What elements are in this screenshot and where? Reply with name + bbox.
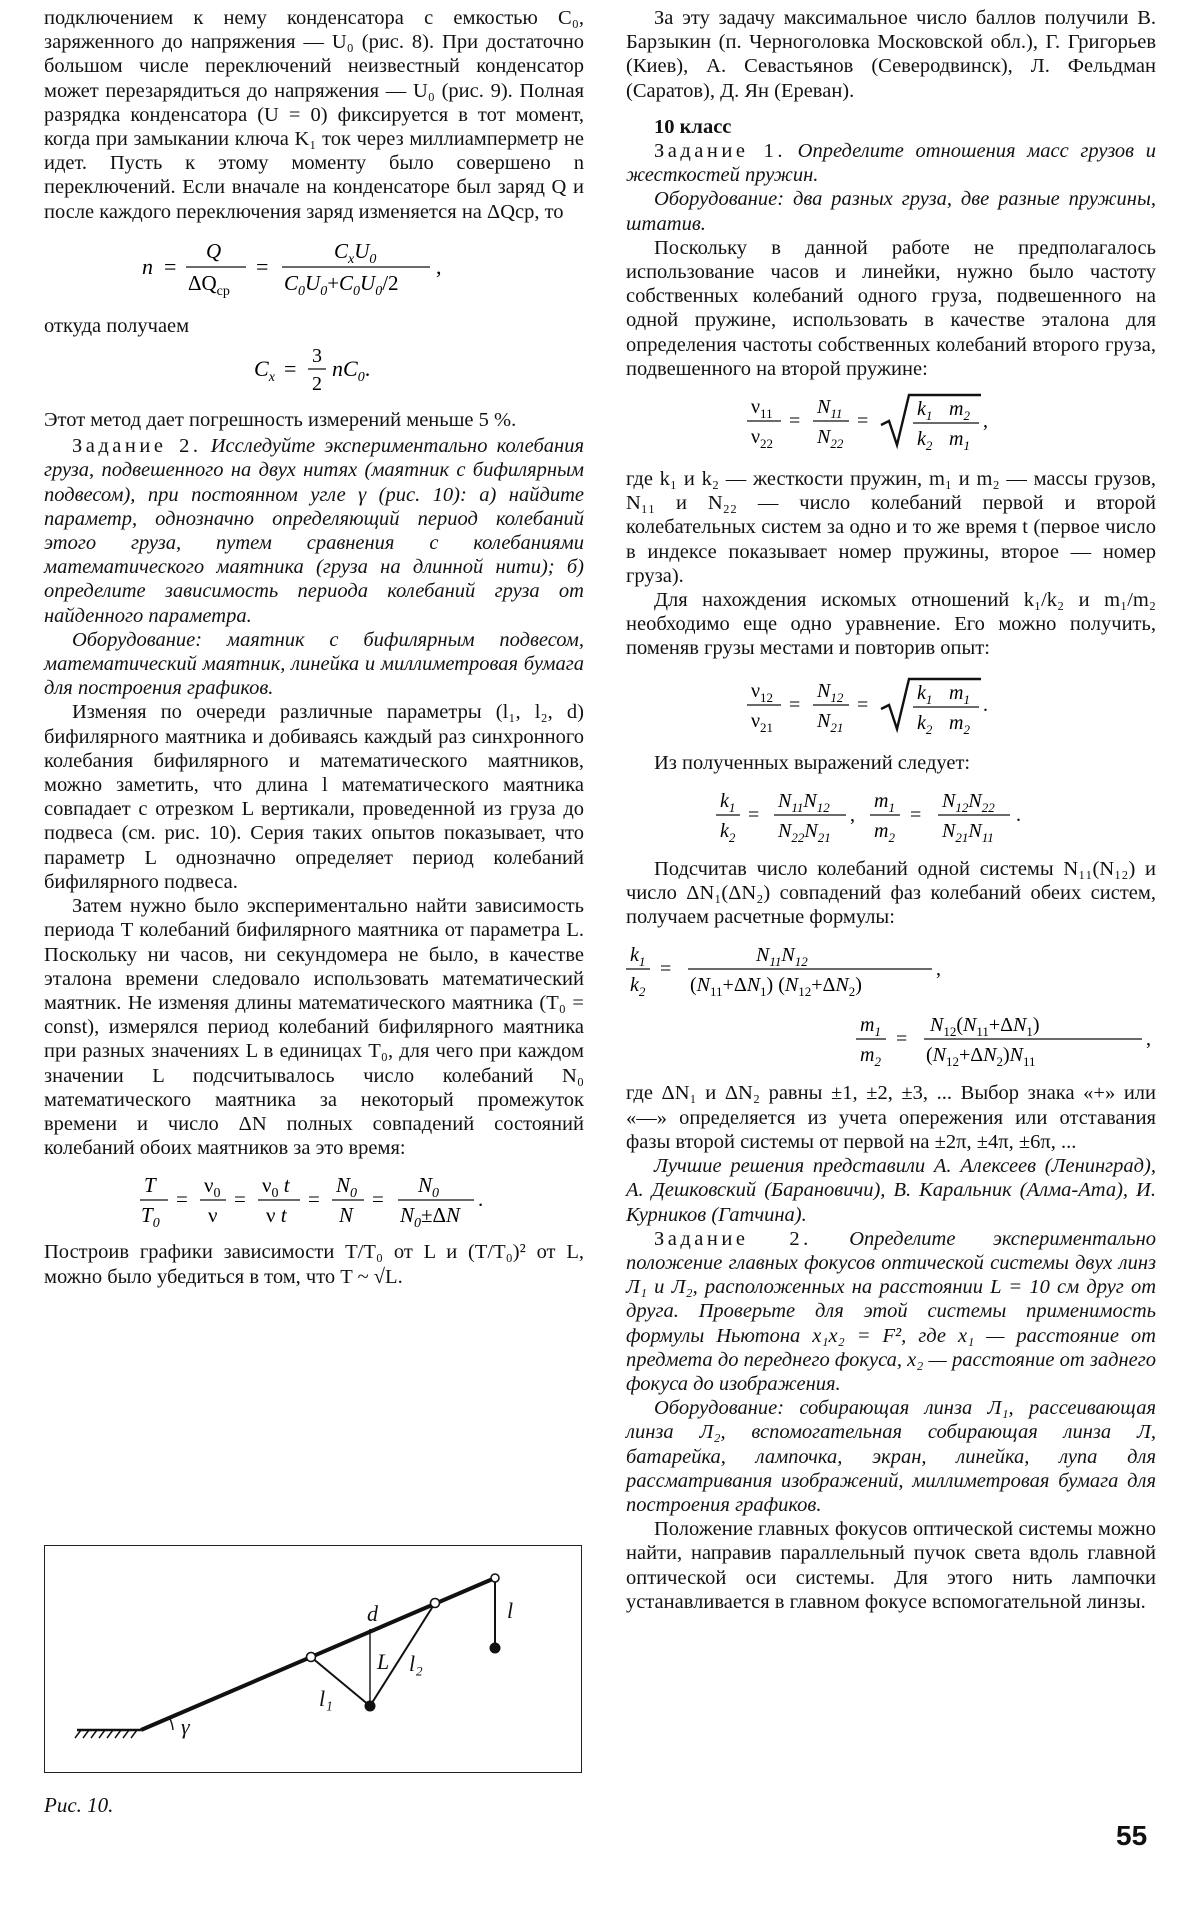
- label-l2: l₂: [409, 1651, 423, 1676]
- left-paragraph-6: Построив графики зависимости T/T₀ от L и (T/T₀)² от L, можно было убедиться в том, что T ~ √L.: [44, 1241, 584, 1288]
- svg-text:ν: ν: [208, 1203, 218, 1228]
- right-equipment-1: Оборудование: два разных груза, две разные пружины, штатив.: [626, 188, 1156, 235]
- svg-text:=: =: [857, 410, 869, 433]
- svg-text:k1: $k_1$: [917, 681, 933, 707]
- svg-text:m1: $m_1$: [860, 1014, 881, 1040]
- right-paragraph-4: Для нахождения искомых отношений k₁/k₂ и m₁/m₂ необходимо еще одно уравнение. Его можно получить, поменяв грузы местами и повторив опыт:: [626, 589, 1156, 660]
- task1-label: Задание 1.: [654, 140, 786, 163]
- svg-text:N12(N11+ΔN1): $N_{12}(N_{11}+\Delta N_1)$: [930, 1014, 1040, 1040]
- label-gamma: γ: [181, 1714, 190, 1739]
- svg-text:N0: $N_0$: [336, 1173, 358, 1202]
- formula-period-svg: [124, 1170, 504, 1230]
- svg-text:N11N12: $N_{11}N_{12}$: [756, 944, 808, 970]
- svg-text:N21N11: $N_{21}N_{11}$: [942, 819, 994, 845]
- svg-text:.: .: [478, 1187, 484, 1212]
- svg-text:2: 2: [312, 373, 322, 396]
- svg-text:m1: $m_1$: [874, 789, 895, 815]
- right-formula-5: [626, 1009, 1156, 1071]
- svg-text:.: .: [1016, 803, 1021, 826]
- right-formula-2: [626, 675, 1156, 741]
- svg-text:nC0.: $nC_0$.: [332, 356, 371, 386]
- task1-text: Определите отношения масс грузов и жесткостей пружин.: [626, 140, 1156, 187]
- right-formula-4: [626, 939, 1156, 999]
- svg-text:,: ,: [436, 253, 442, 279]
- left-column: [44, 6, 584, 1289]
- task2-label: Задание 2.: [72, 435, 202, 458]
- right-task2-text: Определите экспериментально положение главных фокусов оптической системы двух линз Л₁ и Л₂, расположенных на расстоянии L = 10 см друг от друга. Проверьте для этой системы применимость формулы Ньютона x₁x₂ = F², где x₁ — расстояние от предмета до переднего фокуса, x₂ — расстояние от заднего фокуса до изображения.: [626, 1227, 1156, 1395]
- svg-text:,: ,: [983, 410, 988, 433]
- page-number: 55: [1116, 1820, 1148, 1851]
- formula-k-ratio: [626, 939, 966, 997]
- left-paragraph-1: подключением к нему конденсатора с емкостью C₀, заряженного до напряжения — U₀ (рис. 8). При достаточно большом числе переключений неизвестный конденсатор может перезарядиться до напряжения — U₀ (рис. 9). Полная разрядка конденсатора (U = 0) фиксируется в тот момент, когда при замыкании ключа K₁ ток через миллиамперметр не идет. Пусть к этому моменту было совершено n переключений. Если вначале на конденсаторе был заряд Q и после каждого переключения заряд изменяется на ΔQср, то: [44, 7, 584, 223]
- svg-text:ν0: $\nu_0$: [204, 1173, 221, 1202]
- label-L: L: [377, 1649, 390, 1674]
- svg-text:,: ,: [936, 958, 941, 981]
- left-paragraph-3: Этот метод дает погрешность измерений меньше 5 %.: [44, 409, 517, 432]
- svg-text:.: .: [983, 693, 988, 716]
- formula-freq-ratio-2: [741, 675, 1041, 739]
- svg-text:N11N12: $N_{11}N_{12}$: [778, 789, 830, 815]
- svg-text:m2: $m_2$: [874, 819, 895, 845]
- svg-text:N22: $N_{22}$: [817, 426, 844, 452]
- formula-cx-svg: [214, 342, 414, 398]
- svg-text:N: N: [339, 1203, 354, 1228]
- svg-text:,: ,: [850, 803, 855, 826]
- svg-text:3: 3: [312, 345, 322, 368]
- svg-text:ν0 t: $\nu_0$ t: [262, 1173, 290, 1202]
- svg-text:m1: $m_1$: [949, 681, 970, 707]
- left-paragraph-4: Изменяя по очереди различные параметры (l₁, l₂, d) бифилярного маятника и добиваясь каждый раз синхронного колебания бифилярного и математического маятников, можно заметить, что длина l математического маятника совпадает с отрезком L вертикали, проведенной из груза до подвеса (см. рис. 10). Серия таких опытов показывает, что параметр L однозначно определяет период колебаний бифилярного подвеса.: [44, 701, 584, 893]
- svg-text:ν21: $\nu_{21}$: [751, 709, 774, 735]
- svg-text:N0: $N_0$: [418, 1173, 440, 1202]
- svg-text:=: =: [896, 1028, 908, 1051]
- svg-text:=: =: [789, 410, 801, 433]
- svg-text:(N11+ΔN1) (N12+ΔN2): $(N_{11}+\Delta N_1)$ $(N_{12}+\Delta N_2)$: [690, 974, 862, 998]
- svg-text:=: =: [789, 693, 801, 716]
- svg-text:N12: $N_{12}$: [817, 679, 844, 705]
- right-paragraph-6: Подсчитав число колебаний одной системы N₁₁(N₁₂) и число ΔN₁(ΔN₂) совпадений фаз колебаний обеих систем, получаем расчетные формулы:: [626, 857, 1156, 929]
- svg-text:k1: $k_1$: [720, 789, 736, 815]
- svg-text:=: =: [748, 803, 760, 826]
- formula-ratios: [716, 785, 1096, 845]
- bifilar-pendulum-diagram: [45, 1546, 581, 1772]
- right-paragraph-9: Положение главных фокусов оптической системы можно найти, направив параллельный пучок света вдоль главной оптической оси системы. Для этого нить лампочки устанавливается в главном фокусе вспомогательной линзы.: [626, 1518, 1156, 1613]
- right-paragraph-8: Лучшие решения представили А. Алексеев (Ленинград), А. Дешковский (Барановичи), В. Каральник (Алма-Ата), И. Курников (Гатчина).: [626, 1155, 1156, 1226]
- svg-text:CxU0: $C_xU_0$: [334, 238, 377, 267]
- left-formula-3: [44, 1170, 584, 1230]
- right-formula-3: [716, 785, 1156, 847]
- svg-text:=: =: [372, 1187, 384, 1212]
- svg-text:=: =: [857, 693, 869, 716]
- svg-text:N11: $N_{11}$: [817, 396, 843, 422]
- grade-heading: 10 класс: [654, 115, 732, 138]
- svg-text:N0±ΔN: $N_0\pm\Delta N$: [400, 1203, 461, 1231]
- svg-text:=: =: [660, 958, 672, 981]
- svg-text:k2: $k_2$: [720, 819, 736, 845]
- label-l: l: [507, 1598, 514, 1623]
- left-paragraph-5: Затем нужно было экспериментально найти зависимость периода T колебаний бифилярного маятника от параметра L. Поскольку ни часов, ни секундомера не было, в качестве эталона времени следовало использовать математический маятник. Не изменяя длины математического маятника (T₀ = const), измерялся период колебаний бифилярного маятника при разных значениях L в единицах T₀, для чего при каждом значении L подсчитывалось число колебаний N₀ математического маятника за некоторый промежуток времени и число ΔN полных совпадений состояний колебаний обоих маятников за это время:: [44, 895, 584, 1160]
- right-paragraph-7: где ΔN₁ и ΔN₂ равны ±1, ±2, ±3, ... Выбор знака «+» или «—» определяется из учета опережения или отставания фазы второй системы от первой на ±2π, ±4π, ±6π, ...: [626, 1082, 1156, 1153]
- left-task-2: [44, 434, 584, 628]
- left-paragraph-2: откуда получаем: [44, 314, 190, 337]
- left-formula-2: [44, 342, 584, 398]
- svg-text:k1: $k_1$: [630, 944, 646, 970]
- svg-text:=: =: [284, 356, 297, 382]
- right-task-2: [626, 1227, 1156, 1396]
- svg-text:N21: $N_{21}$: [817, 709, 844, 735]
- figure-caption: Рис. 10.: [44, 1793, 114, 1817]
- svg-text:Cx: $C_x$: [254, 356, 275, 386]
- formula-freq-ratio-1: [741, 391, 1041, 455]
- figure-10: [44, 1545, 582, 1773]
- label-d: d: [367, 1601, 378, 1626]
- svg-text:ν t: ν t: [266, 1203, 287, 1228]
- svg-text:k2: $k_2$: [630, 974, 646, 998]
- svg-text:k2: $k_2$: [917, 428, 933, 454]
- svg-text:=: =: [256, 253, 269, 279]
- svg-text:=: =: [910, 803, 922, 826]
- svg-text:m2: $m_2$: [949, 711, 970, 737]
- svg-text:T0: $T_0$: [141, 1203, 160, 1231]
- svg-text:=: =: [164, 253, 177, 279]
- svg-text:k1: $k_1$: [917, 398, 933, 424]
- right-formula-1: [626, 391, 1156, 457]
- svg-text:=: =: [234, 1187, 246, 1212]
- svg-text:ν22: $\nu_{22}$: [751, 426, 774, 452]
- svg-text:ν12: $\nu_{12}$: [751, 679, 774, 705]
- svg-text:C0U0+C0U0/2: $C_0U_0+C_0U_0/2$: [284, 270, 399, 299]
- svg-text:(N12+ΔN2)N11: $(N_{12}+\Delta N_2)N_{11}$: [926, 1044, 1036, 1070]
- svg-text:=: =: [308, 1187, 320, 1212]
- svg-text:Q: Q: [206, 238, 222, 263]
- svg-text:N12N22: $N_{12}N_{22}$: [942, 789, 995, 815]
- svg-text:T: T: [144, 1173, 156, 1198]
- formula-n-svg: [134, 234, 494, 300]
- svg-text:=: =: [176, 1187, 188, 1212]
- task2-text: Исследуйте экспериментально колебания груза, подвешенного на двух нитях (маятник с бифилярным подвесом), при постоянном угле γ (рис. 10): а) найдите параметр, однозначно определяющий период колебаний этого груза, путем сравнения с колебаниями математического маятника (груза на длинной нити); б) определите зависимость периода колебаний груза от найденного параметра.: [44, 435, 584, 627]
- svg-text:n: n: [142, 253, 153, 279]
- left-equipment-2: Оборудование: маятник с бифилярным подвесом, математический маятник, линейка и миллиметровая бумага для построения графиков.: [44, 628, 584, 700]
- right-task2-label: Задание 2.: [654, 1227, 812, 1250]
- right-column: [626, 6, 1156, 1614]
- right-paragraph-1: За эту задачу максимальное число баллов получили В. Барзыкин (п. Черноголовка Московской обл.), Г. Григорьев (Киев), А. Севастьянов (Северодвинск), Л. Фельдман (Саратов), Д. Ян (Ереван).: [626, 7, 1156, 102]
- svg-text:m2: $m_2$: [949, 398, 970, 424]
- right-equipment-2: Оборудование: собирающая линза Л₁, рассеивающая линза Л₂, вспомогательная собирающая линза Л, батарейка, лампочка, экран, линейка, лупа для рассматривания изображений, миллиметровая бумага для построения графиков.: [626, 1397, 1156, 1516]
- svg-text:ΔQср: $\Delta Q_{ср}$: [188, 270, 230, 299]
- right-paragraph-3: где k₁ и k₂ — жесткости пружин, m₁ и m₂ — массы грузов, N₁₁ и N₂₂ — число колебаний первой и второй колебательных систем за одно и то же время t (первое число в индексе показывает номер пружины, второе — номер груза).: [626, 468, 1156, 587]
- left-formula-1: [44, 234, 584, 304]
- svg-text:m1: $m_1$: [949, 428, 970, 454]
- svg-text:N22N21: $N_{22}N_{21}$: [778, 819, 831, 845]
- formula-m-ratio: [856, 1009, 1156, 1069]
- label-l1: l₁: [319, 1686, 333, 1711]
- svg-text:,: ,: [1146, 1028, 1151, 1051]
- svg-text:ν11: $\nu_{11}$: [751, 396, 773, 422]
- svg-text:m2: $m_2$: [860, 1044, 881, 1070]
- right-paragraph-2: Поскольку в данной работе не предполагалось использование часов и линейки, нужно было частоту собственных колебаний одного груза, подвешенного на одной пружине, использовать в качестве эталона для определения частоты собственных колебаний второго груза, подвешенного на второй пружине:: [626, 236, 1156, 380]
- right-task-1: [626, 139, 1156, 187]
- right-paragraph-5: Из полученных выражений следует:: [654, 751, 971, 774]
- svg-text:k2: $k_2$: [917, 711, 933, 737]
